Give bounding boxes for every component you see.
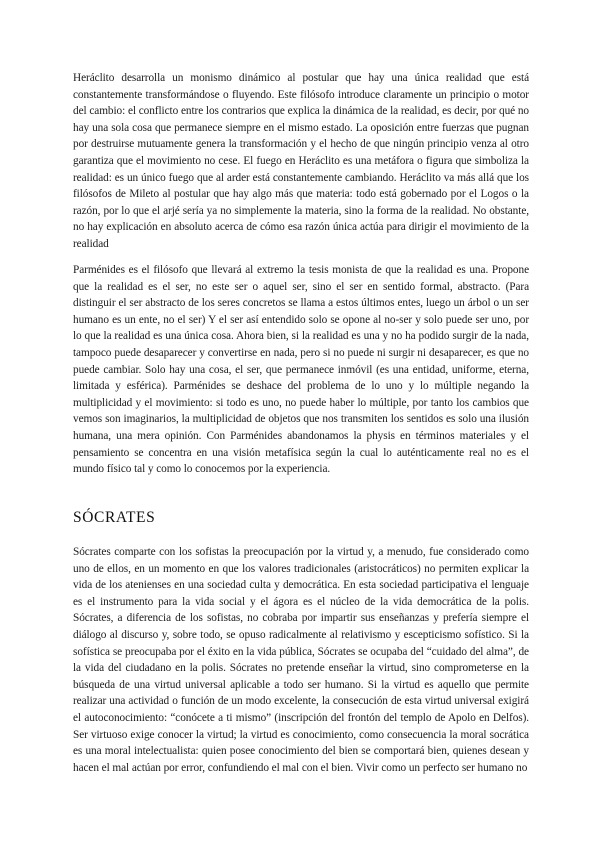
- paragraph-parmenides: Parménides es el filósofo que llevará al extremo la tesis monista de que la realidad es una. Propone que la realidad es el ser, no este ser o aquel ser, sino el ser en sentido formal, abstracto. (Para distinguir el ser abstracto de los seres concretos se llama a estos últimos entes, luego un árbol o un ser humano es un ente, no el ser) Y el ser así entendido solo se opone al no-ser y solo puede ser uno, por lo que la realidad es una única cosa. Ahora bien, si la realidad es una y no ha podido surgir de la nada, tampoco puede desaparecer y convertirse en nada, pero si no puede ni surgir ni desaparecer, es que no puede cambiar. Solo hay una cosa, el ser, que permanece inmóvil (es una entidad, uniforme, eterna, limitada y esférica). Parménides se deshace del problema de lo uno y lo múltiple negando la multiplicidad y el movimiento: si todo es uno, no puede haber lo múltiple, por tanto los cambios que vemos son imaginarios, la multiplicidad de objetos que nos transmiten los sentidos es solo una ilusión humana, una mera opinión. Con Parménides abandonamos la physis en términos materiales y el pensamiento se concentra en una visión metafísica según la cual lo auténticamente real no es el mundo físico tal y como lo conocemos por la experiencia.: [73, 264, 529, 476]
- section-heading-socrates: SÓCRATES: [73, 509, 156, 526]
- paragraph-heraclito: Heráclito desarrolla un monismo dinámico al postular que hay una única realidad que está constantemente transformándose o fluyendo. Este filósofo introduce claramente un principio o motor del cambio: el conflicto entre los contrarios que explica la dinámica de la realidad, es decir, por qué no hay una sola cosa que permanece siempre en el mismo estado. La oposición entre fuerzas que pugnan por destruirse mutuamente genera la transformación y el hecho de que ningún principio venza al otro garantiza que el movimiento no cese. El fuego en Heráclito es una metáfora o figura que simboliza la realidad: es un único fuego que al arder está constantemente cambiando. Heráclito va más allá que los filósofos de Mileto al postular que hay algo más que materia: todo está gobernado por el Logos o la razón, por lo que el arjé sería ya no simplemente la materia, sino la forma de la realidad. No obstante, no hay explicación en absoluto acerca de cómo esa razón única actúa para dirigir el movimiento de la realidad: [73, 72, 529, 250]
- paragraph-socrates: Sócrates comparte con los sofistas la preocupación por la virtud y, a menudo, fue considerado como uno de ellos, en un momento en que los valores tradicionales (aristocráticos) no permiten explicar la vida de los atenienses en una sociedad culta y democrática. En esta sociedad participativa el lenguaje es el instrumento para la vida social y el ágora es el núcleo de la vida democrática de la polis. Sócrates, a diferencia de los sofistas, no cobraba por impartir sus enseñanzas y prefería siempre el diálogo al discurso y, sobre todo, se opuso radicalmente al relativismo y escepticismo sofístico. Si la sofística se preocupaba por el éxito en la vida pública, Sócrates se ocupaba del “cuidado del alma”, de la vida del ciudadano en la polis. Sócrates no pretende enseñar la virtud, sino comprometerse en la búsqueda de una virtud universal aplicable a todo ser humano. Si la virtud es aquello que permite realizar una actividad o función de un modo excelente, la consecución de esta virtud universal exigirá el autoconocimiento: “conócete a ti mismo” (inscripción del frontón del templo de Apolo en Delfos). Ser virtuoso exige conocer la virtud; la virtud es conocimiento, como consecuencia la moral socrática es una moral intelectualista: quien posee conocimiento del bien se comportará bien, quienes desean y hacen el mal actúan por error, confundiendo el mal con el bien. Vivir como un perfecto ser humano no: [73, 546, 529, 774]
